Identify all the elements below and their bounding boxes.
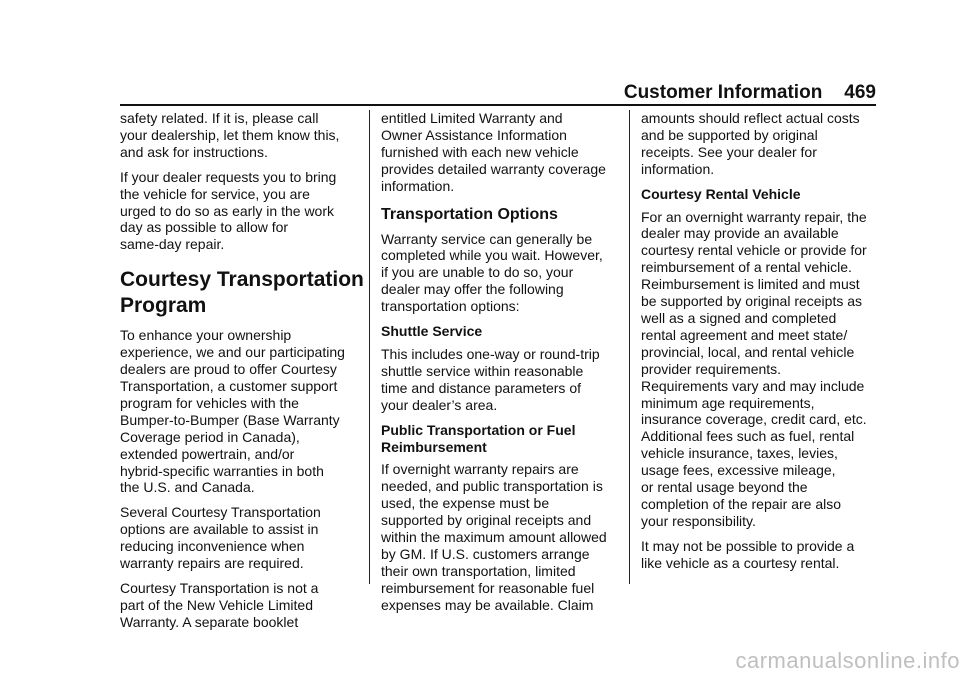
paragraph: amounts should reflect actual costs and be supported by original receipts. See your dealer for information. [641,110,860,177]
column-1 [120,110,364,639]
paragraph: Courtesy Transportation is not a part of the New Vehicle Limited Warranty. A separate booklet [120,579,319,630]
column-2 [381,110,621,622]
paragraph: If overnight warranty repairs are needed, and public transportation is used, the expense must be supported by original receipts and within the maximum amount allowed by GM. If U.S. customers arrange their own transportation, limited reimbursement for reasonable fuel expenses may be available. Claim [381,461,607,613]
paragraph: To enhance your ownership experience, we and our participating dealers are proud to offer Courtesy Transportation, a customer support program for vehicles with the Bumper-to-Bumper (Base Warranty Coverage period in Canada), extended powertrain, and/or hybrid-specific warranties in both the U.S. and Canada. [120,327,345,496]
section-heading: Courtesy Transportation Program [120,268,364,318]
page-number: 469 [844,82,876,103]
shuttle-service-title: Shuttle Service [381,323,483,340]
paragraph: It may not be possible to provide a like vehicle as a courtesy rental. [641,537,855,571]
column-3 [641,110,881,580]
watermark: carmanualsonline.info [735,648,960,673]
column-divider [369,110,370,584]
courtesy-rental-title: Courtesy Rental Vehicle [641,185,801,202]
paragraph: Several Courtesy Transportation options are available to assist in reducing inconvenience when warranty repairs are required. [120,504,321,572]
column-divider [629,110,630,584]
paragraph: safety related. If it is, please call your dealership, let them know this, and ask for instructions. [120,110,340,160]
page-header [0,76,876,104]
header-rule [120,104,876,106]
paragraph: For an overnight warranty repair, the dealer may provide an available courtesy rental vehicle or provide for reimbursement of a rental vehicle. Reimbursement is limited and must be supported by original receipts as well as a signed and completed rental agreement and meet state/ provincial, local, and rental vehicle provider requirements. Requirements vary and may include minimum age requirements, insurance coverage, credit card, etc. Additional fees such as fuel, rental vehicle insurance, taxes, levies, usage fees, excessive mileage, or rental usage beyond the completion of the repair are also your responsibility. [641,208,867,529]
paragraph: Warranty service can generally be completed while you wait. However, if you are unable to do so, your dealer may offer the following transportation options: [381,230,603,315]
paragraph: This includes one-way or round-trip shuttle service within reasonable time and distance parameters of your dealer’s area. [381,345,600,413]
section-title: Customer Information [623,82,823,103]
subsection-heading: Transportation Options [381,205,558,223]
paragraph: entitled Limited Warranty and Owner Assistance Information furnished with each new vehicle provides detailed warranty coverage information. [381,110,606,194]
public-transportation-title: Public Transportation or Fuel Reimbursement [381,421,576,455]
paragraph: If your dealer requests you to bring the vehicle for service, you are urged to do so as early in the work day as possible to allow for same-day repair. [120,168,337,253]
